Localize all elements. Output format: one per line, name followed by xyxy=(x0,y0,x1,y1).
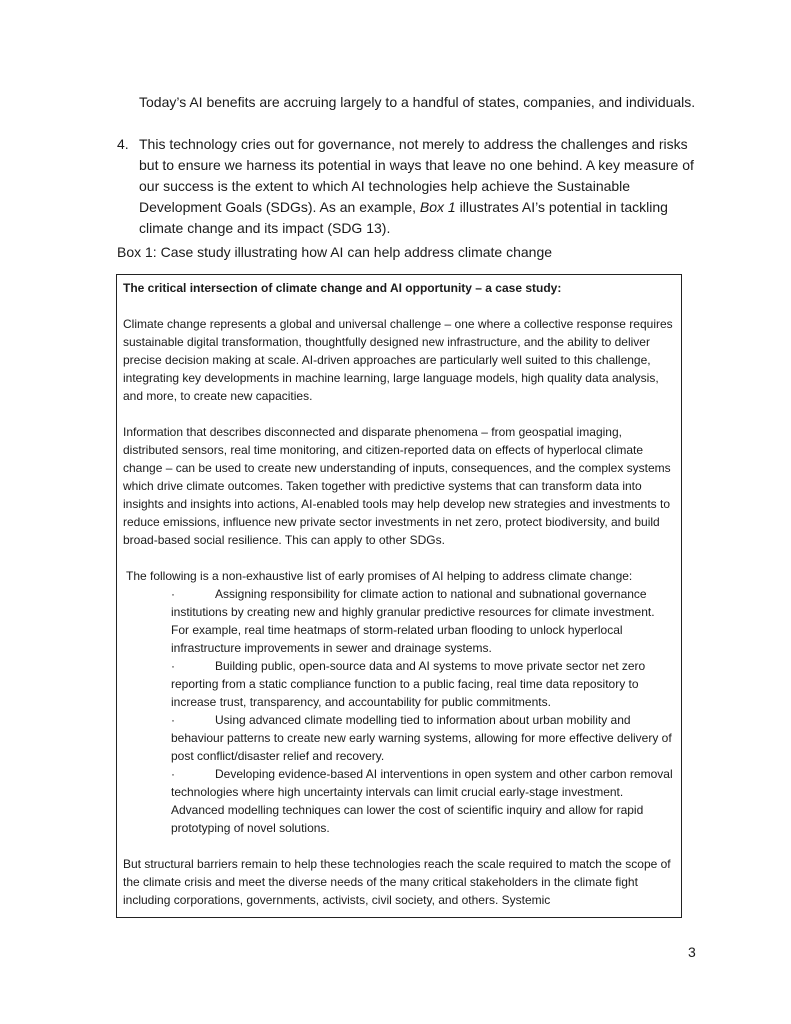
list-item xyxy=(123,765,673,837)
list-intro: The following is a non-exhaustive list of early promises of AI helping to address climate change: xyxy=(126,569,633,583)
list-item xyxy=(123,711,673,765)
list-item xyxy=(123,585,673,657)
page-number: 3 xyxy=(688,944,696,960)
box-paragraph-1: Climate change represents a global and universal challenge – one where a collective response requires sustainable digital transformation, thoughtfully designed new infrastructure, and the ability to deliver precise decision making at scale. AI-driven approaches are particularly well suited to this challenge, integrating key developments in machine learning, large language models, high quality data analysis, and more, to create new capacities. xyxy=(123,317,673,403)
bullet-text: Assigning responsibility for climate action to national and subnational governance institutions by creating new and highly granular predictive resources for climate investment. For example, real time heatmaps of storm-related urban flooding to unlock hyperlocal infrastructure improvements in sewer and drainage systems. xyxy=(171,587,655,655)
paragraph-continuation: Today’s AI benefits are accruing largely to a handful of states, companies, and individuals. xyxy=(139,94,696,110)
box-reference: Box 1 xyxy=(419,199,456,215)
numbered-item-4 xyxy=(117,134,702,239)
bullet-text: Building public, open-source data and AI systems to move private sector net zero reporting from a static compliance function to a public facing, real time data repository to increase trust, transparency, and accountability for public commitments. xyxy=(171,659,646,709)
bullet-marker: · xyxy=(171,659,175,673)
list-number: 4. xyxy=(117,136,129,152)
box-caption: Box 1: Case study illustrating how AI can help address climate change xyxy=(117,244,553,260)
bullet-marker: · xyxy=(171,767,175,781)
case-study-box xyxy=(116,274,682,918)
bullet-text: Using advanced climate modelling tied to information about urban mobility and behaviour patterns to create new early warning systems, allowing for more effective delivery of post conflict/disaster relief and recovery. xyxy=(171,713,672,763)
list-item xyxy=(123,657,673,711)
box-paragraph-3: But structural barriers remain to help these technologies reach the scale required to match the scope of the climate crisis and meet the diverse needs of the many critical stakeholders in the climate fight including corporations, governments, activists, civil society, and others. Systemic xyxy=(123,857,671,907)
bullet-text: Developing evidence-based AI interventions in open system and other carbon removal technologies where high uncertainty intervals can limit crucial early-stage investment. Advanced modelling techniques can lower the cost of scientific inquiry and allow for rapid prototyping of novel solutions. xyxy=(171,767,673,835)
box-title: The critical intersection of climate change and AI opportunity – a case study: xyxy=(123,281,562,295)
item-text-part-b: illustrates AI’s potential in tackling climate change and its impact (SDG 13). xyxy=(139,199,668,236)
promises-list xyxy=(123,567,673,837)
box-paragraph-2: Information that describes disconnected and disparate phenomena – from geospatial imaging, distributed sensors, real time monitoring, and citizen-reported data on effects of hyperlocal climate change – can be used to create new understanding of inputs, consequences, and the complex systems which drive climate outcomes. Taken together with predictive systems that can transform data into insights and insights into actions, AI-enabled tools may help develop new strategies and investments to reduce emissions, influence new private sector investments in net zero, protect biodiversity, and build broad-based social resilience. This can apply to other SDGs. xyxy=(123,425,671,547)
bullet-marker: · xyxy=(171,713,175,727)
list-item-text xyxy=(139,134,702,239)
item-text-part-a: This technology cries out for governance, not merely to address the challenges and risks but to ensure we harness its potential in ways that leave no one behind. A key measure of our success is the extent to which AI technologies help achieve the Sustainable Development Goals (SDGs). As an example, xyxy=(139,136,694,215)
bullet-marker: · xyxy=(171,587,175,601)
